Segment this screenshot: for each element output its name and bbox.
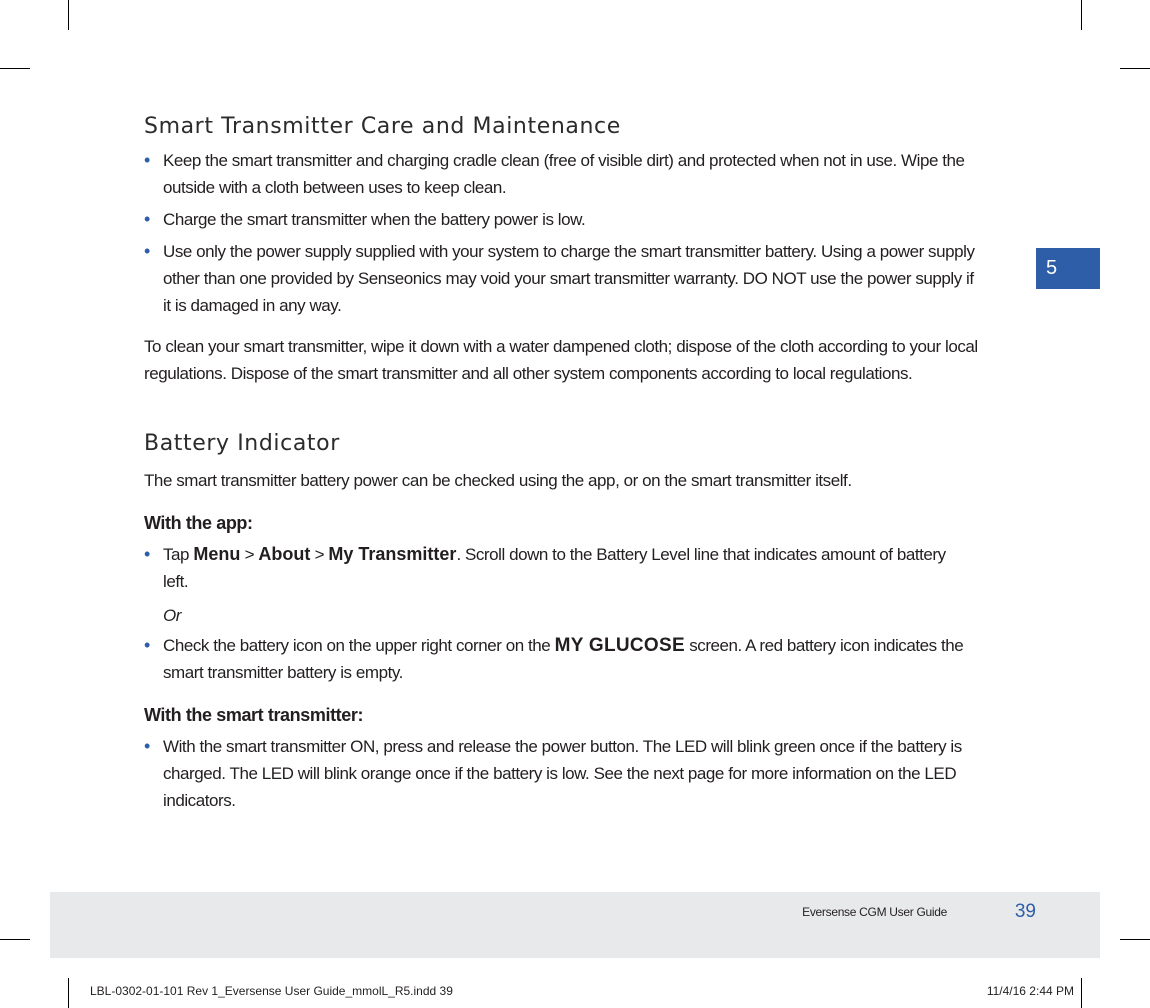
list-item — [144, 206, 1004, 233]
crop-mark — [1081, 0, 1082, 30]
about-ui-label: About — [258, 544, 311, 564]
care-paragraph: To clean your smart transmitter, wipe it down with a water dampened cloth; dispose of the cloth according to your local regulations. Dispose of the smart transmitter and all other system components according to local regulations. — [144, 337, 978, 383]
page-footer — [50, 892, 1100, 958]
crop-mark — [68, 0, 69, 30]
bullet-icon: • — [144, 544, 150, 564]
list-item — [144, 733, 984, 814]
crop-mark — [1081, 978, 1082, 1008]
list-item — [144, 238, 1004, 319]
menu-ui-label: Menu — [193, 544, 241, 564]
separator: > — [240, 545, 259, 564]
slug-date: 11/4/16 2:44 PM — [986, 984, 1074, 998]
care-bullet-text: Keep the smart transmitter and charging cradle clean (free of visible dirt) and protected when not in use. Wipe the outside with a cloth between uses to keep clean. — [163, 151, 965, 197]
app-bullet-text: . Scroll down to the Battery Level line that indicates amount of battery left. — [163, 545, 946, 591]
section-tab-number: 5 — [1046, 257, 1058, 279]
footer-guide-title: Eversense CGM User Guide — [802, 905, 947, 919]
crop-mark — [0, 68, 30, 69]
separator: > — [310, 545, 329, 564]
bullet-icon: • — [144, 209, 150, 229]
page-number: 39 — [1014, 901, 1036, 922]
with-transmitter-heading: With the smart transmitter: — [144, 705, 364, 725]
bullet-icon: • — [144, 150, 150, 170]
list-item — [144, 541, 954, 595]
crop-mark — [1120, 68, 1150, 69]
tap-text: Tap — [163, 545, 194, 564]
bullet-icon: • — [144, 635, 150, 655]
care-bullet-text: Charge the smart transmitter when the battery power is low. — [163, 210, 586, 229]
battery-heading: Battery Indicator — [144, 431, 340, 456]
app-bullet-text: screen. A red battery icon indicates the smart transmitter battery is empty. — [163, 636, 964, 682]
page-content — [144, 112, 1004, 814]
app-bullet-text: Check the battery icon on the upper right corner on the — [163, 636, 555, 655]
care-bullet-text: Use only the power supply supplied with your system to charge the smart transmitter battery. Using a power supply other than one provided by Senseonics may void your smart transmitter warranty. DO NOT use the power supply if it is damaged in any way. — [163, 242, 975, 315]
care-heading: Smart Transmitter Care and Maintenance — [144, 114, 621, 139]
my-glucose-screen-label: MY GLUCOSE — [554, 635, 685, 656]
bullet-icon: • — [144, 736, 150, 756]
transmitter-bullet-text: With the smart transmitter ON, press and release the power button. The LED will blink green once if the battery is charged. The LED will blink orange once if the battery is low. See the next page for more information on the LED indicators. — [163, 737, 962, 810]
or-text: Or — [163, 606, 181, 625]
list-item — [144, 632, 984, 686]
crop-mark — [68, 978, 69, 1008]
section-tab — [1036, 248, 1100, 289]
crop-mark — [0, 939, 30, 940]
bullet-icon: • — [144, 241, 150, 261]
care-bullet-list — [144, 147, 1004, 319]
slug-filename: LBL-0302-01-101 Rev 1_Eversense User Guide_mmolL_R5.indd 39 — [90, 984, 453, 998]
list-item — [144, 147, 1004, 201]
crop-mark — [1120, 939, 1150, 940]
app-bullet-list-2 — [144, 632, 1004, 686]
app-bullet-list — [144, 541, 1004, 595]
transmitter-bullet-list — [144, 733, 1004, 814]
my-transmitter-ui-label: My Transmitter — [328, 544, 457, 564]
with-app-heading: With the app: — [144, 513, 253, 533]
battery-intro: The smart transmitter battery power can be checked using the app, or on the smart transmitter itself. — [144, 471, 852, 490]
